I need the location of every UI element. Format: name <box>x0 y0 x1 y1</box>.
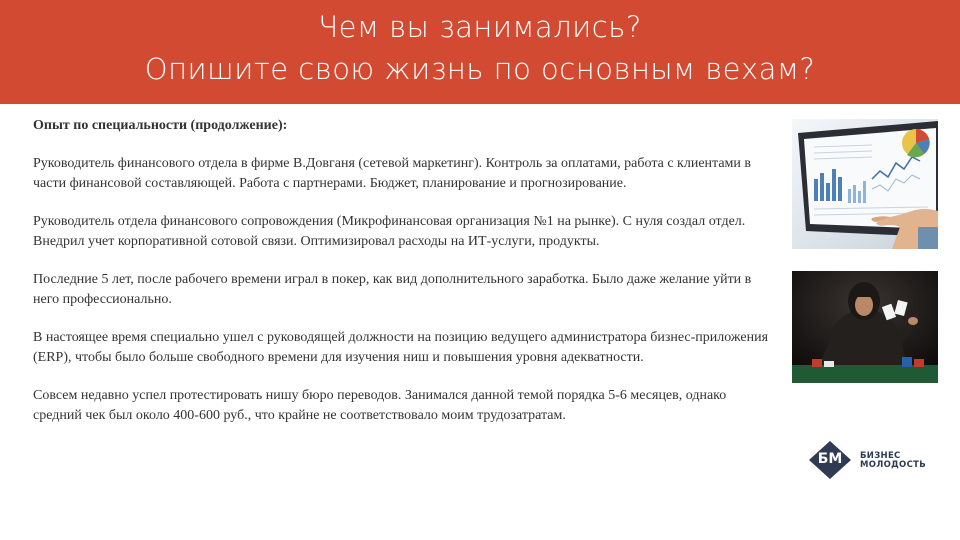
logo-line1: БИЗНЕС <box>860 451 901 461</box>
slide-body <box>33 116 773 444</box>
paragraph-finance-support: Руководитель отдела финансового сопровождения (Микрофинансовая организация №1 на рынке). С нуля создал отдел. Внедрил учет корпоративной сотовой связи. Оптимизировал расходы на ИТ-услуги, продукты. <box>33 214 746 249</box>
section-subheading: Опыт по специальности (продолжение): <box>33 118 288 133</box>
logo-line2: МОЛОДОСТЬ <box>860 460 926 470</box>
paragraph-finance-head: Руководитель финансового отдела в фирме В.Довганя (сетевой маркетинг). Контроль за оплатами, работа с клиентами в части финансовой составляющей. Работа с партнерами. Бюджет, планирование и прогнозирование. <box>33 156 752 191</box>
logo-mark: БМ <box>817 451 843 467</box>
paragraph-erp: В настоящее время специально ушел с руководящей должности на позицию ведущего администратора бизнес-приложения (ERP), чтобы было больше свободного времени для изучения ниш и повышения уровня адекватности. <box>33 330 769 365</box>
poker-player-image <box>792 271 938 383</box>
business-youth-logo <box>808 440 938 480</box>
slide-header <box>0 0 960 104</box>
paragraph-translation: Совсем недавно успел протестировать нишу бюро переводов. Занимался данной темой порядка 5-6 месяцев, однако средний чек был около 400-600 руб., что крайне не соответствовало моим трудозатратам. <box>33 388 727 423</box>
slide-title-line2: Опишите свою жизнь по основным вехам? <box>144 52 816 86</box>
analytics-screen-image <box>792 119 938 249</box>
paragraph-poker: Последние 5 лет, после рабочего времени играл в покер, как вид дополнительного заработка. Было даже желание уйти в него профессионально. <box>33 272 752 307</box>
slide-title-line1: Чем вы занимались? <box>318 10 642 44</box>
